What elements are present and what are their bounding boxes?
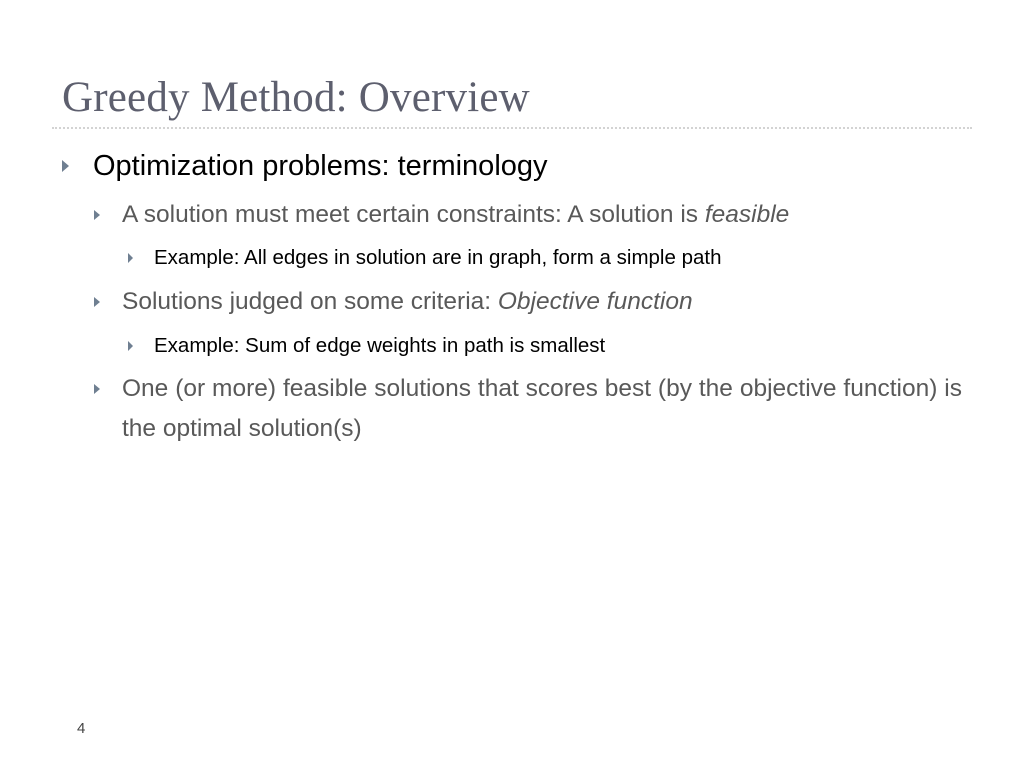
bullet-text-regular: A solution must meet certain constraints: A solution is [122, 201, 705, 228]
bullet-arrow-icon [128, 253, 133, 263]
bullet-text-emphasis: feasible [704, 201, 790, 228]
bullet-text-regular: Solutions judged on some criteria: [122, 288, 498, 315]
bullet-text: One (or more) feasible solutions that scores best (by the objective function) is the optimal solution(s) [122, 375, 962, 442]
bullet-solution-constraints [94, 195, 964, 235]
bullet-arrow-icon [94, 210, 100, 220]
slide-number: 4 [77, 720, 86, 737]
bullet-arrow-icon [62, 160, 69, 172]
bullet-text [122, 282, 693, 322]
bullet-objective-function [94, 282, 964, 322]
title-divider [52, 127, 972, 129]
bullet-text [122, 195, 789, 235]
bullet-text: Optimization problems: terminology [93, 150, 548, 182]
bullet-arrow-icon [94, 297, 100, 307]
bullet-text: Example: Sum of edge weights in path is smallest [154, 334, 606, 357]
bullet-optimal-solution [94, 369, 964, 449]
bullet-arrow-icon [94, 384, 100, 394]
slide-title: Greedy Method: Overview [62, 74, 530, 121]
bullet-example-edges [128, 244, 968, 272]
bullet-example-weights [128, 332, 968, 360]
bullet-arrow-icon [128, 341, 133, 351]
bullet-text: Example: All edges in solution are in graph, form a simple path [154, 246, 722, 269]
bullet-optimization-problems [62, 148, 962, 184]
bullet-text-emphasis: Objective function [497, 288, 693, 315]
